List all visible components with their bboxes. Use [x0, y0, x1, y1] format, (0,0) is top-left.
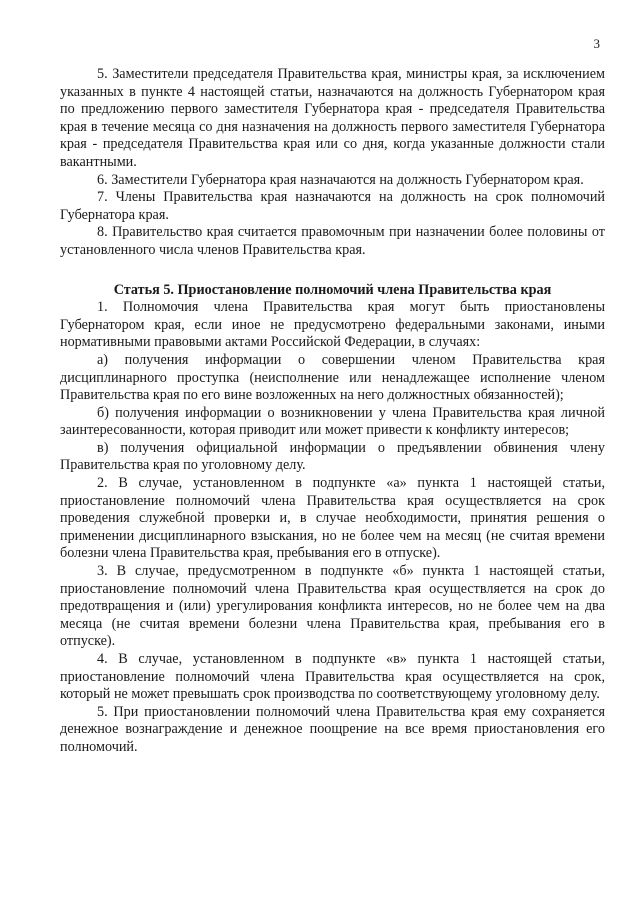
- article-5-paragraph-1: 1. Полномочия члена Правительства края могут быть приостановлены Губернатором края, если иное не предусмотрено федеральными законами, иными нормативными правовыми актами Российской Федерации, в случаях:: [60, 299, 605, 351]
- article-5-heading: Статья 5. Приостановление полномочий члена Правительства края: [113, 281, 552, 298]
- article-5-subpoint-b: б) получения информации о возникновении у члена Правительства края личной заинтересованности, которая приводит или может привести к конфликту интересов;: [60, 404, 605, 439]
- article-5-subpoint-v: в) получения официальной информации о предъявлении обвинения члену Правительства края по уголовному делу.: [60, 439, 605, 474]
- article-5-paragraph-4: 4. В случае, установленном в подпункте «в» пункта 1 настоящей статьи, приостановление полномочий члена Правительства края осуществляется на срок, который не может превышать срок производства по соответствующему уголовному делу.: [60, 651, 605, 703]
- document-body: [60, 66, 605, 757]
- paragraph-6: 6. Заместители Губернатора края назначаются на должность Губернатором края.: [97, 171, 584, 188]
- paragraph-7: 7. Члены Правительства края назначаются на должность на срок полномочий Губернатора края.: [60, 189, 605, 223]
- article-5-subpoint-a: а) получения информации о совершении членом Правительства края дисциплинарного проступка (неисполнение или ненадлежащее исполнение членом Правительства края по его вине возложенных на него должностных обязанностей);: [60, 351, 605, 404]
- article-5-paragraph-5: 5. При приостановлении полномочий члена Правительства края ему сохраняется денежное вознаграждение и денежное поощрение на все время приостановления его полномочий.: [60, 703, 605, 755]
- article-5-paragraph-3: 3. В случае, предусмотренном в подпункте «б» пункта 1 настоящей статьи, приостановление полномочий члена Правительства края осуществляется на срок до предотвращения и (или) урегулирования конфликта интересов, но не более чем на два месяца (не считая времени болезни члена Правительства края, пребывания его в отпуске).: [60, 563, 605, 650]
- paragraph-8: 8. Правительство края считается правомочным при назначении более половины от установленного числа членов Правительства края.: [60, 224, 605, 258]
- paragraph-5: 5. Заместители председателя Правительства края, министры края, за исключением указанных в пункте 4 настоящей статьи, назначаются на должность Губернатором края по предложению первого заместителя Губернатора края - председателя Правительства края в течение месяца со дня назначения на должность первого заместителя Губернатора края - председателя Правительства края или со дня, когда указанные должности стали вакантными.: [60, 66, 605, 170]
- page-number: 3: [593, 36, 600, 51]
- article-5-paragraph-2: 2. В случае, установленном в подпункте «а» пункта 1 настоящей статьи, приостановление полномочий члена Правительства края осуществляется на срок проведения служебной проверки и, в случае необходимости, принятия решения о применении дисциплинарного взыскания, но не более чем на месяц (не считая времени болезни члена Правительства края, пребывания его в отпуске).: [60, 475, 605, 562]
